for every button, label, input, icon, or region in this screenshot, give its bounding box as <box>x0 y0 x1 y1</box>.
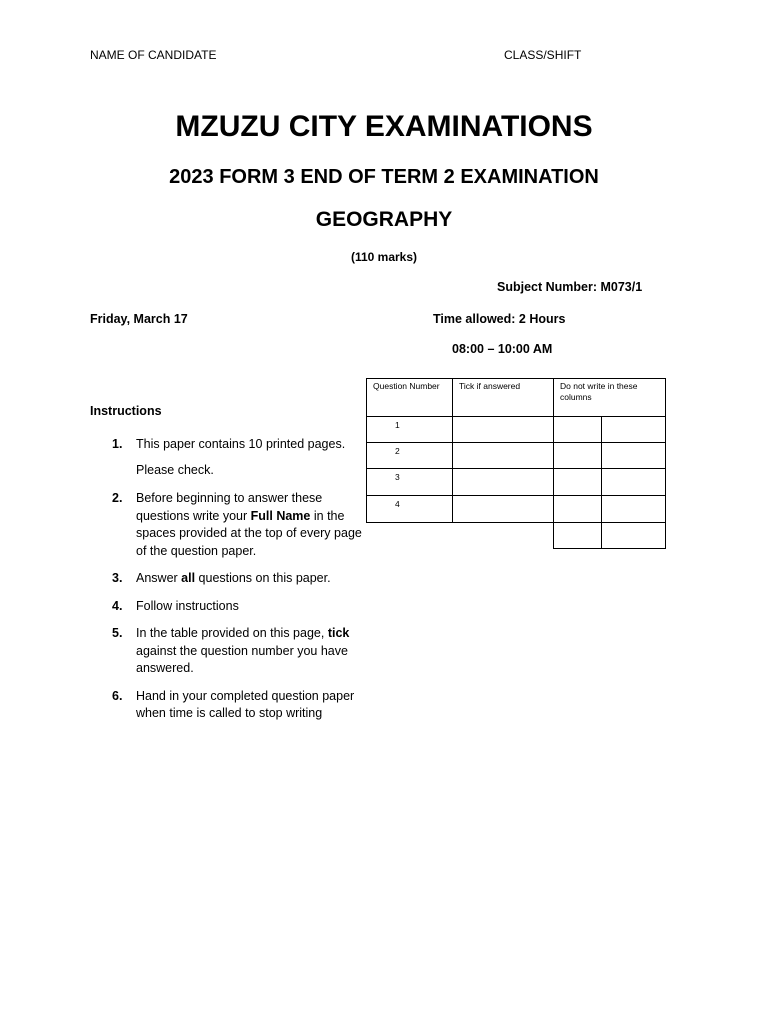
instruction-number: 4. <box>112 598 123 613</box>
exam-date: Friday, March 17 <box>90 312 188 326</box>
instruction-text <box>136 490 364 560</box>
instruction-emphasis: tick <box>327 626 350 640</box>
table-line <box>601 416 602 549</box>
exam-board-title: MZUZU CITY EXAMINATIONS <box>175 110 593 143</box>
question-number-header: Question Number <box>373 381 440 391</box>
instructions-list <box>112 436 364 733</box>
time-range: 08:00 – 10:00 AM <box>452 342 553 356</box>
tick-header: Tick if answered <box>459 381 521 391</box>
instruction-text-part: in the spaces provided at the top of every page of the question paper. <box>136 508 362 558</box>
instruction-number: 1. <box>112 437 123 451</box>
time-allowed: Time allowed: 2 Hours <box>433 312 566 326</box>
table-line <box>553 548 666 549</box>
instruction-emphasis: Full Name <box>250 508 311 523</box>
instruction-text-part: against the question number you have answered. <box>136 643 348 675</box>
instruction-note: Please check. <box>136 462 214 477</box>
table-line <box>366 442 666 443</box>
table-line <box>366 416 666 417</box>
instruction-text <box>136 570 364 588</box>
question-number-cell: 4 <box>395 499 400 509</box>
instruction-item <box>112 598 364 616</box>
instruction-number: 3. <box>112 571 123 585</box>
question-number-cell: 2 <box>395 446 400 456</box>
question-number-cell: 1 <box>395 420 400 430</box>
table-line <box>452 378 453 523</box>
instruction-text: Hand in your completed question paper when time is called to stop writing <box>136 688 355 720</box>
table-line <box>366 378 666 379</box>
question-number-cell: 3 <box>395 472 400 482</box>
exam-title: 2023 FORM 3 END OF TERM 2 EXAMINATION <box>169 166 599 188</box>
instruction-text-part: Before beginning to answer these questions write your <box>136 491 323 523</box>
instruction-text-part: In the table provided on this page, <box>136 626 328 640</box>
instruction-item <box>112 436 364 454</box>
instruction-text: This paper contains 10 printed pages. <box>136 437 346 451</box>
instruction-number: 5. <box>112 626 123 640</box>
instructions-heading: Instructions <box>90 404 162 418</box>
instruction-text <box>136 625 364 678</box>
table-line <box>366 522 666 523</box>
instruction-item <box>112 570 364 588</box>
table-line <box>366 495 666 496</box>
instruction-item <box>112 625 364 678</box>
subject-title: GEOGRAPHY <box>315 208 453 231</box>
total-marks: (110 marks) <box>350 250 418 264</box>
instruction-emphasis: all <box>181 571 196 585</box>
instruction-item <box>112 688 364 723</box>
candidate-name-label: NAME OF CANDIDATE <box>90 48 217 62</box>
instruction-number: 2. <box>112 491 123 505</box>
table-line <box>553 378 554 549</box>
instruction-text-part: Answer <box>136 571 182 585</box>
table-line <box>366 378 367 523</box>
instruction-item <box>112 490 364 560</box>
instruction-number: 6. <box>112 688 123 703</box>
table-line <box>366 468 666 469</box>
instruction-text-part: questions on this paper. <box>195 571 331 585</box>
class-shift-label: CLASS/SHIFT <box>504 48 582 62</box>
table-line <box>665 378 666 549</box>
instruction-text: Follow instructions <box>136 598 239 613</box>
do-not-write-header: Do not write in these columns <box>560 381 638 402</box>
subject-number: Subject Number: M073/1 <box>497 280 643 294</box>
